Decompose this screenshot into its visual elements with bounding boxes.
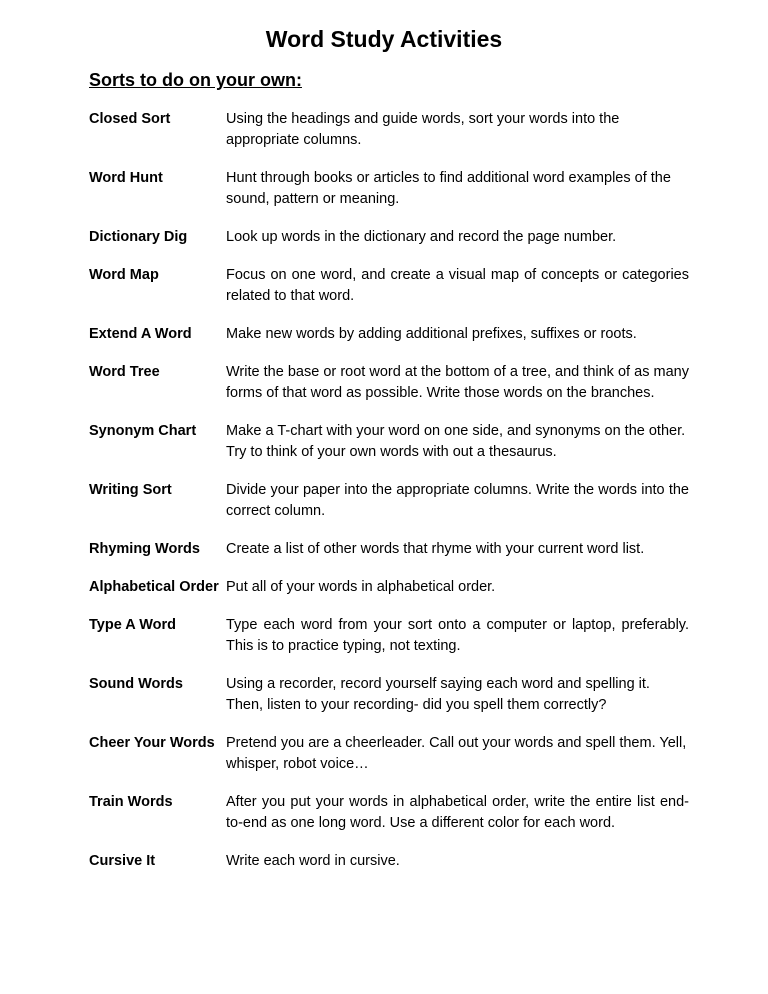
activity-description: Make new words by adding additional prefixes, suffixes or roots. [226,326,637,342]
activity-term: Rhyming Words [89,541,200,557]
activity-row [89,480,689,522]
activity-term: Word Tree [89,364,160,380]
activity-row [89,265,689,307]
activity-description: Write the base or root word at the bottom of a tree, and think of as many forms of that word as possible. Write those words on the branches. [226,364,689,401]
activity-description: After you put your words in alphabetical order, write the entire list end-to-end as one long word. Use a different color for each word. [226,794,689,831]
activity-row [89,851,689,872]
activity-row [89,615,689,657]
activity-term: Type A Word [89,617,176,633]
activity-description: Create a list of other words that rhyme with your current word list. [226,541,645,557]
activity-term: Word Map [89,267,159,283]
activity-row [89,733,689,775]
activity-term: Word Hunt [89,170,163,186]
activity-list [89,109,689,889]
section-heading: Sorts to do on your own: [89,70,302,90]
activity-row [89,109,689,151]
activity-description: Write each word in cursive. [226,853,400,869]
activity-term: Dictionary Dig [89,229,188,245]
activity-term: Synonym Chart [89,423,197,439]
page-title: Word Study Activities [265,26,503,52]
activity-row [89,168,689,210]
activity-description: Divide your paper into the appropriate columns. Write the words into the correct column. [226,482,689,519]
activity-row [89,227,689,248]
activity-description: Pretend you are a cheerleader. Call out your words and spell them. Yell, whisper, robot voice… [226,735,687,772]
activity-row [89,324,689,345]
activity-description: Using the headings and guide words, sort your words into the appropriate columns. [226,111,620,148]
activity-term: Closed Sort [89,111,171,127]
activity-description: Type each word from your sort onto a computer or laptop, preferably. This is to practice typing, not texting. [226,617,689,654]
activity-description: Put all of your words in alphabetical order. [226,579,496,595]
activity-term: Cursive It [89,853,156,869]
activity-term: Extend A Word [89,326,192,342]
activity-row [89,792,689,834]
activity-description: Using a recorder, record yourself saying each word and spelling it. Then, listen to your recording- did you spell them correctly? [226,676,650,713]
activity-term: Cheer Your Words [89,735,215,751]
activity-row [89,421,689,463]
activity-row [89,577,689,598]
activity-description: Make a T-chart with your word on one side, and synonyms on the other. Try to think of your own words with out a thesaurus. [226,423,686,460]
activity-row [89,674,689,716]
activity-row [89,362,689,404]
activity-term: Sound Words [89,676,183,692]
activity-term: Alphabetical Order [89,579,219,595]
activity-term: Train Words [89,794,173,810]
activity-description: Look up words in the dictionary and record the page number. [226,229,617,245]
activity-row [89,539,689,560]
activity-term: Writing Sort [89,482,172,498]
activity-description: Focus on one word, and create a visual map of concepts or categories related to that word. [226,267,689,304]
activity-description: Hunt through books or articles to find additional word examples of the sound, pattern or meaning. [226,170,671,207]
